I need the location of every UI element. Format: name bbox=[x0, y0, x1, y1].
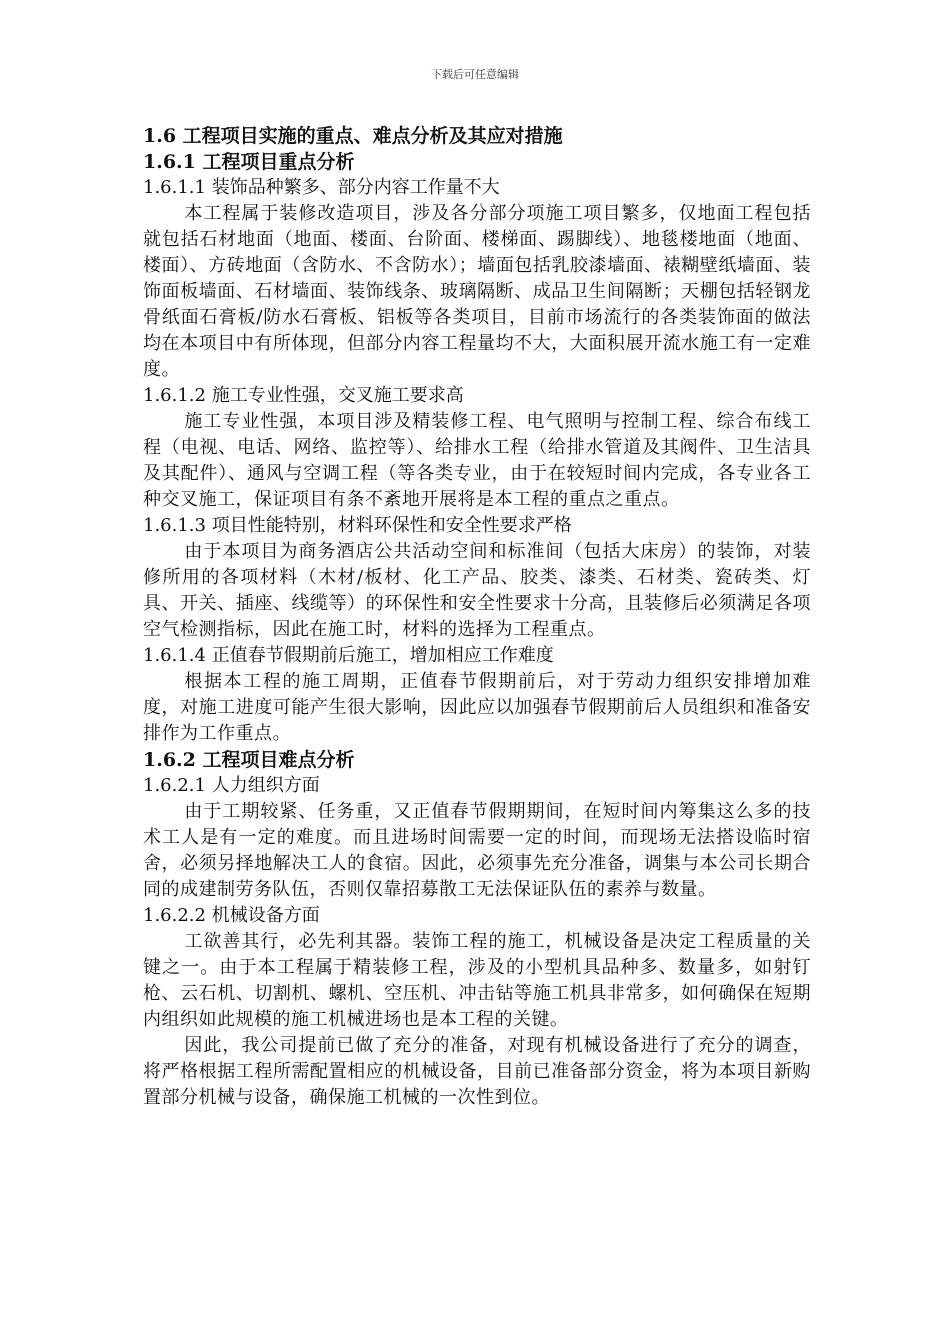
item-heading: 1.6.1.3 项目性能特别，材料环保性和安全性要求严格 bbox=[143, 515, 572, 536]
paragraph: 由于本项目为商务酒店公共活动空间和标准间（包括大床房）的装饰，对装修所用的各项材料（木材/板材、化工产品、胶类、漆类、石材类、瓷砖类、灯具、开关、插座、线缆等）的环保性和安全性要求十分高，且装修后必须满足各项空气检测指标，因此在施工时，材料的选择为工程重点。 bbox=[143, 541, 811, 640]
item-heading: 1.6.1.1 装饰品种繁多、部分内容工作量不大 bbox=[143, 177, 500, 198]
section-heading: 1.6 工程项目实施的重点、难点分析及其应对措施 bbox=[143, 125, 563, 147]
item-heading: 1.6.2.1 人力组织方面 bbox=[143, 775, 320, 796]
item-heading: 1.6.1.4 正值春节假期前后施工，增加相应工作难度 bbox=[143, 645, 554, 666]
paragraph: 工欲善其行，必先利其器。装饰工程的施工，机械设备是决定工程质量的关键之一。由于本工程属于精装修工程，涉及的小型机具品种多、数量多，如射钉枪、云石机、切割机、螺机、空压机、冲击钻等施工机具非常多，如何确保在短期内组织如此规模的施工机械进场也是本工程的关键。 bbox=[143, 931, 811, 1030]
item-heading: 1.6.1.2 施工专业性强，交叉施工要求高 bbox=[143, 385, 464, 406]
paragraph: 施工专业性强，本项目涉及精装修工程、电气照明与控制工程、综合布线工程（电视、电话、网络、监控等）、给排水工程（给排水管道及其阀件、卫生洁具及其配件）、通风与空调工程（等各类专业，由于在较短时间内完成，各专业各工种交叉施工，保证项目有条不紊地开展将是本工程的重点之重点。 bbox=[143, 411, 811, 510]
paragraph: 由于工期较紧、任务重，又正值春节假期期间，在短时间内筹集这么多的技术工人是有一定的难度。而且进场时间需要一定的时间，而现场无法搭设临时宿舍，必须另择地解决工人的食宿。因此，必须事先充分准备，调集与本公司长期合同的成建制劳务队伍，否则仅靠招募散工无法保证队伍的素养与数量。 bbox=[143, 801, 811, 900]
page-header: 下载后可任意编辑 bbox=[431, 68, 519, 81]
subsection-heading: 1.6.2 工程项目难点分析 bbox=[143, 749, 355, 771]
document-body bbox=[143, 123, 811, 1111]
paragraph: 根据本工程的施工周期，正值春节假期前后，对于劳动力组织安排增加难度，对施工进度可能产生很大影响，因此应以加强春节假期前后人员组织和准备安排作为工作重点。 bbox=[143, 671, 811, 744]
item-heading: 1.6.2.2 机械设备方面 bbox=[143, 905, 320, 926]
paragraph: 因此，我公司提前已做了充分的准备，对现有机械设备进行了充分的调查，将严格根据工程所需配置相应的机械设备，目前已准备部分资金，将为本项目新购置部分机械与设备，确保施工机械的一次性到位。 bbox=[143, 1035, 811, 1108]
paragraph: 本工程属于装修改造项目，涉及各分部分项施工项目繁多，仅地面工程包括就包括石材地面（地面、楼面、台阶面、楼梯面、踢脚线）、地毯楼地面（地面、楼面）、方砖地面（含防水、不含防水）；墙面包括乳胶漆墙面、裱糊壁纸墙面、装饰面板墙面、石材墙面、装饰线条、玻璃隔断、成品卫生间隔断；天棚包括轻钢龙骨纸面石膏板/防水石膏板、铝板等各类项目，目前市场流行的各类装饰面的做法均在本项目中有所体现，但部分内容工程量均不大，大面积展开流水施工有一定难度。 bbox=[143, 203, 811, 380]
subsection-heading: 1.6.1 工程项目重点分析 bbox=[143, 151, 355, 173]
